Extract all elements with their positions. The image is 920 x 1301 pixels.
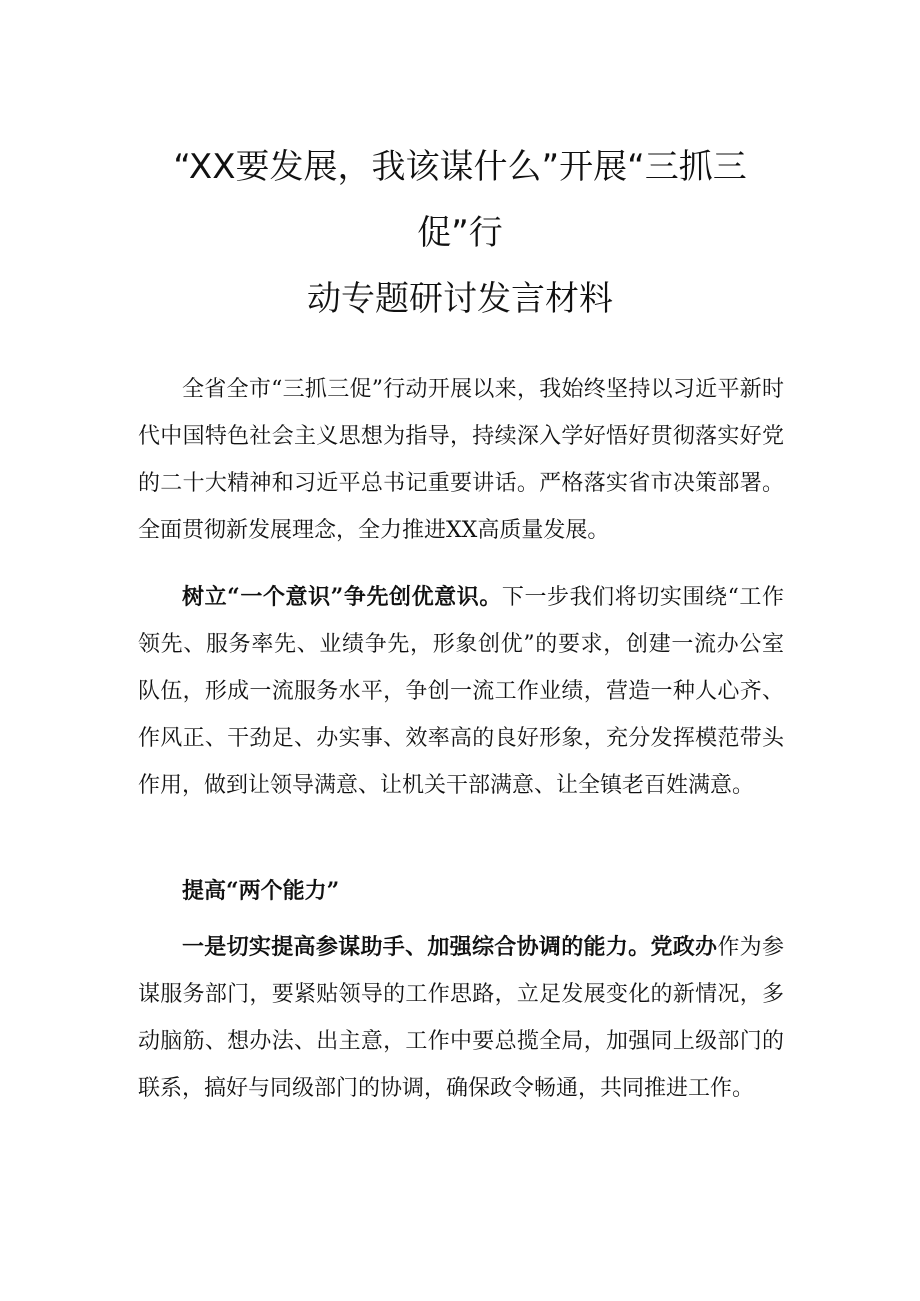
section-three-paragraph	[138, 924, 784, 1112]
section-three-heading: 一是切实提高参谋助手、加强综合协调的能力。党政办	[182, 934, 718, 960]
intro-paragraph: 全省全市“三抓三促”行动开展以来，我始终坚持以习近平新时代中国特色社会主义思想为指导，持续深入学好悟好贯彻落实好党的二十大精神和习近平总书记重要讲话。严格落实省市决策部署。全面贯彻新发展理念，全力推进XX高质量发展。	[138, 377, 784, 543]
section-two-heading: 提高“两个能力”	[182, 878, 340, 904]
document-title	[120, 134, 800, 332]
section-one-body: 下一步我们将切实围绕“工作领先、服务率先、业绩争先，形象创优”的要求，创建一流办公室队伍，形成一流服务水平，争创一流工作业绩，营造一种人心齐、作风正、干劲足、办实事、效率高的良好形象，充分发挥模范带头作用，做到让领导满意、让机关干部满意、让全镇老百姓满意。	[138, 585, 784, 798]
section-two-paragraph	[138, 868, 784, 915]
title-line-1: “XX要发展，我该谋什么”开展“三抓三	[173, 147, 747, 187]
title-line-2: 促”行	[417, 213, 503, 253]
section-one-paragraph	[138, 574, 784, 809]
section-one-heading: 树立“一个意识”争先创优意识。	[182, 584, 502, 610]
title-line-3: 动专题研讨发言材料	[307, 279, 613, 319]
section-three-body: 作为参谋服务部门，要紧贴领导的工作思路，立足发展变化的新情况，多动脑筋、想办法、出主意，工作中要总揽全局，加强同上级部门的联系，搞好与同级部门的协调，确保政令畅通，共同推进工作。	[138, 935, 784, 1101]
